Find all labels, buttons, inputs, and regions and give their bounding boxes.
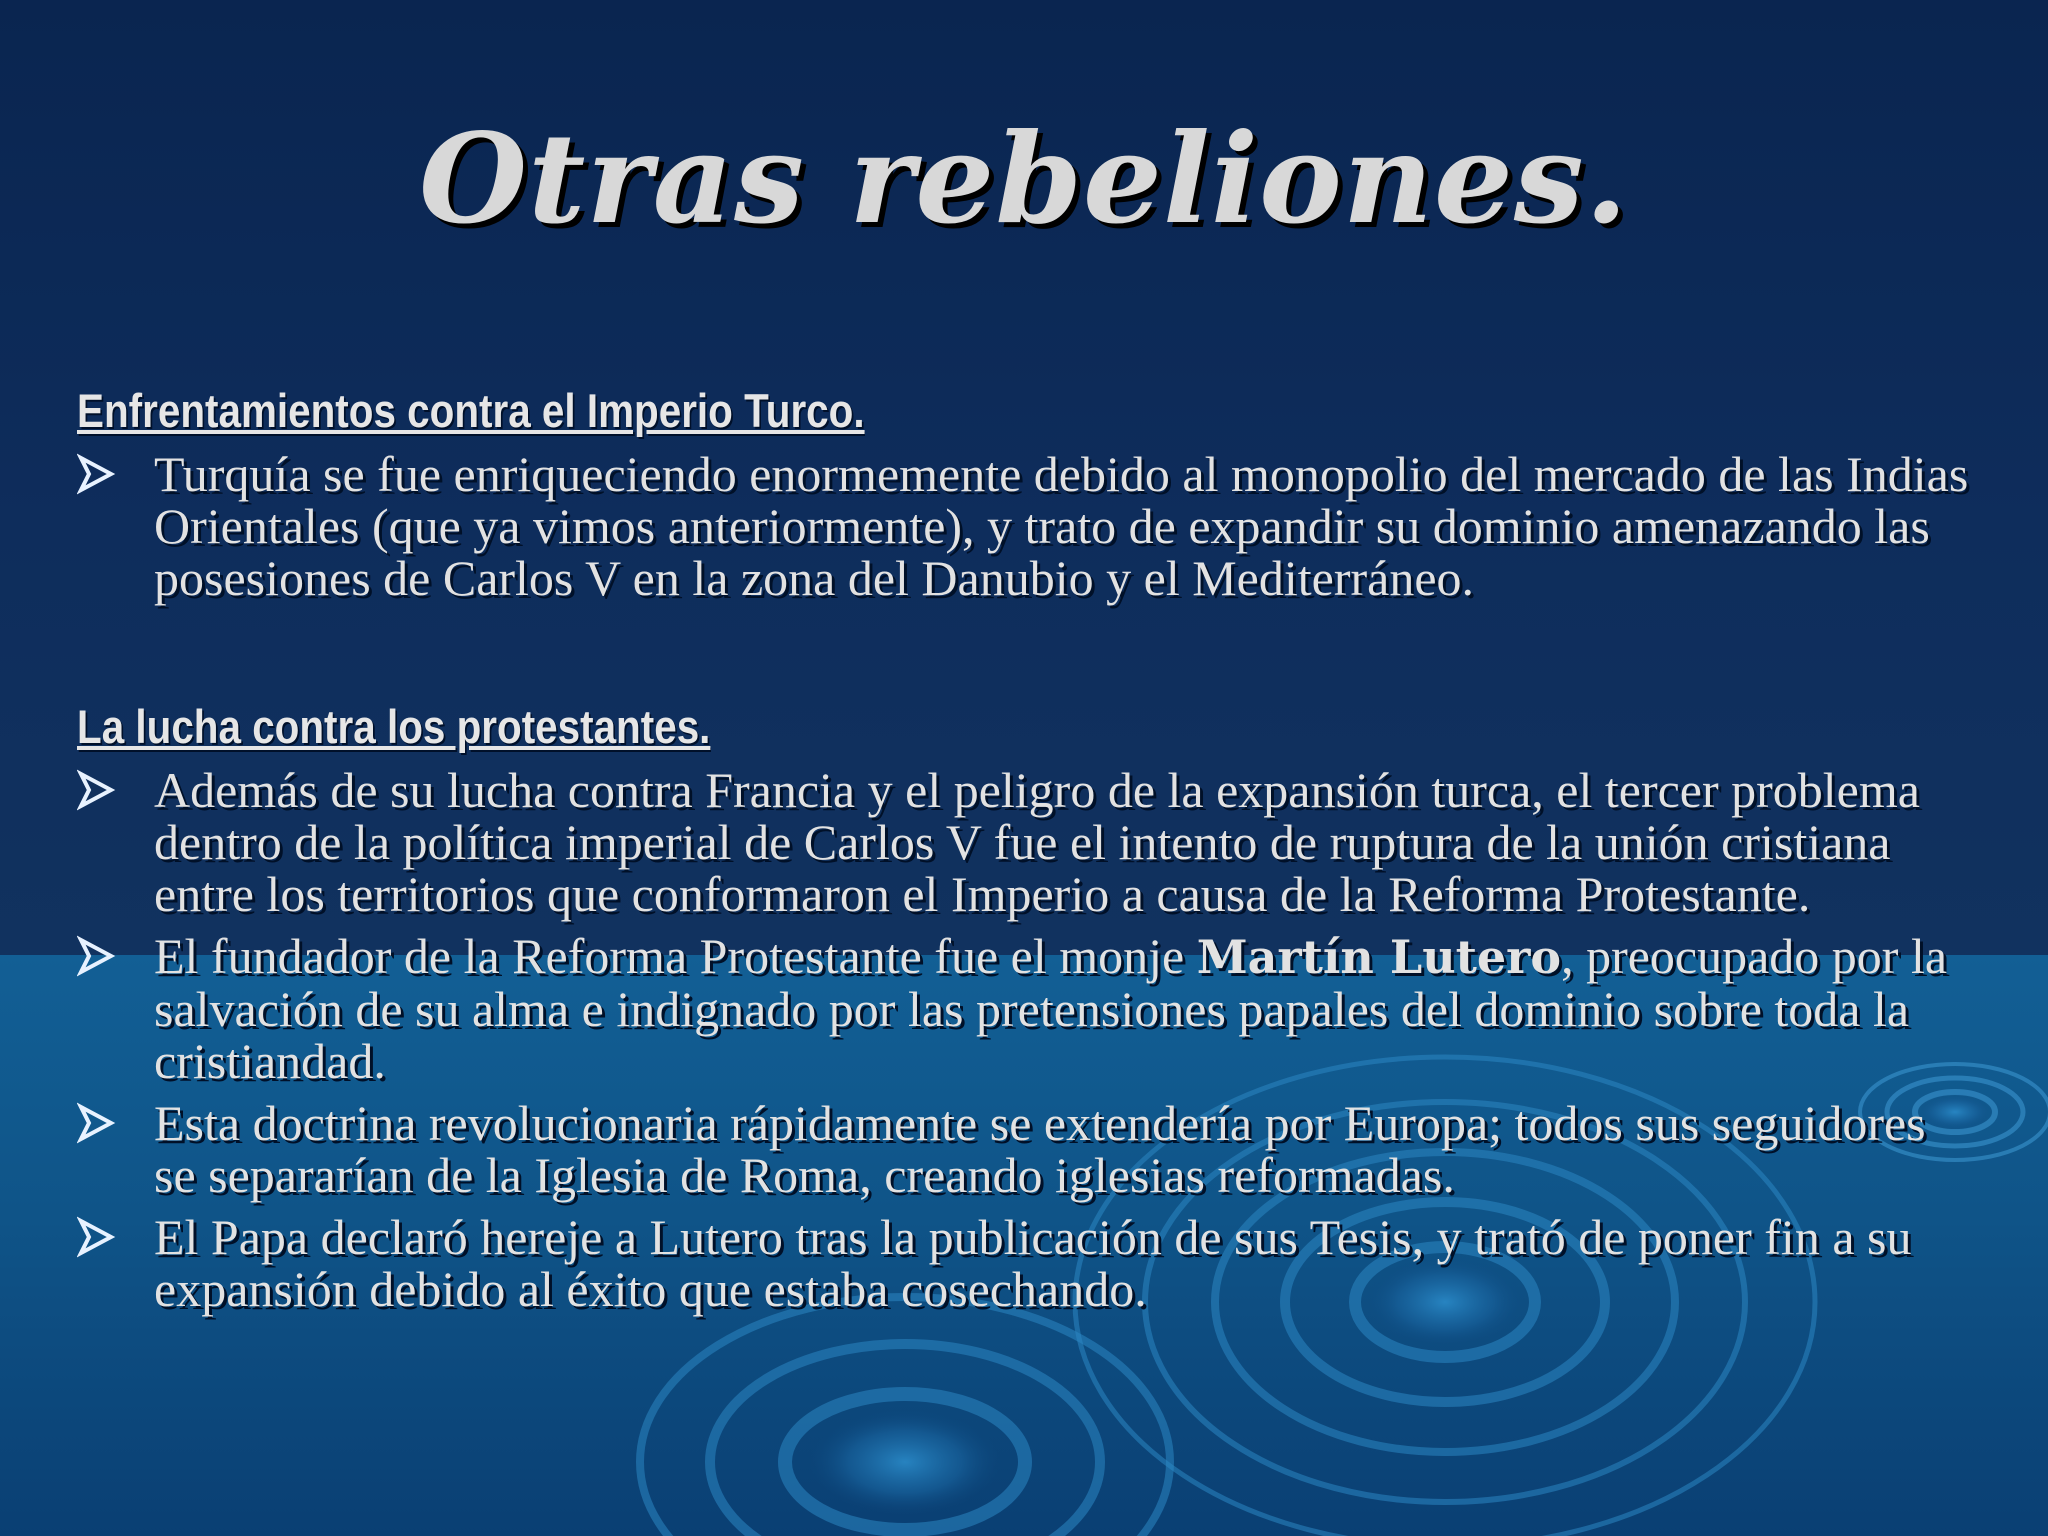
bullet-text: Además de su lucha contra Francia y el peligro de la expansión turca, el tercer problema dentro de la política imperial de Carlos V fue el intento de ruptura de la unión cristiana entre los territorios que conformaron el Imperio a causa de la Reforma Protestante. (154, 762, 1920, 922)
bullet-item (77, 1097, 1977, 1201)
arrowhead-bullet-icon (77, 452, 117, 496)
bullet-text-end: , preocupado por la salvación de su alma e indignado por las pretensiones papales del dominio sobre toda la cristiandad. (154, 928, 1948, 1089)
arrowhead-bullet-icon (77, 1215, 117, 1259)
bullet-item (77, 448, 1977, 604)
slide-content (77, 378, 1977, 1325)
section-heading-protestants: La lucha contra los protestantes. (77, 700, 711, 753)
bullet-text: Turquía se fue enriqueciendo enormemente debido al monopolio del mercado de las Indias Orientales (que ya vimos anteriormente), y trato de expandir su dominio amenazando las posesiones de Carlos V en la zona del Danubio y el Mediterráneo. (154, 446, 1969, 606)
slide-title: Otras rebeliones. (419, 107, 1629, 252)
bullet-text: Esta doctrina revolucionaria rápidamente se extendería por Europa; todos sus seguidores se separarían de la Iglesia de Roma, creando iglesias reformadas. (154, 1095, 1926, 1203)
arrowhead-bullet-icon (77, 768, 117, 812)
section-spacer (77, 614, 1977, 694)
bullet-text-start: El fundador de la Reforma Protestante fue el monje (154, 928, 1197, 984)
section-heading-turkish-empire: Enfrentamientos contra el Imperio Turco. (77, 384, 865, 437)
arrowhead-bullet-icon (77, 934, 117, 978)
arrowhead-bullet-icon (77, 1101, 117, 1145)
bullet-text: El Papa declaró hereje a Lutero tras la publicación de sus Tesis, y trató de poner fin a su expansión debido al éxito que estaba cosechando. (154, 1209, 1912, 1317)
bullet-item (77, 764, 1977, 920)
bold-name-martin-lutero: Martín Lutero (1196, 930, 1562, 984)
bullet-item (77, 930, 1977, 1087)
bullet-item (77, 1211, 1977, 1315)
